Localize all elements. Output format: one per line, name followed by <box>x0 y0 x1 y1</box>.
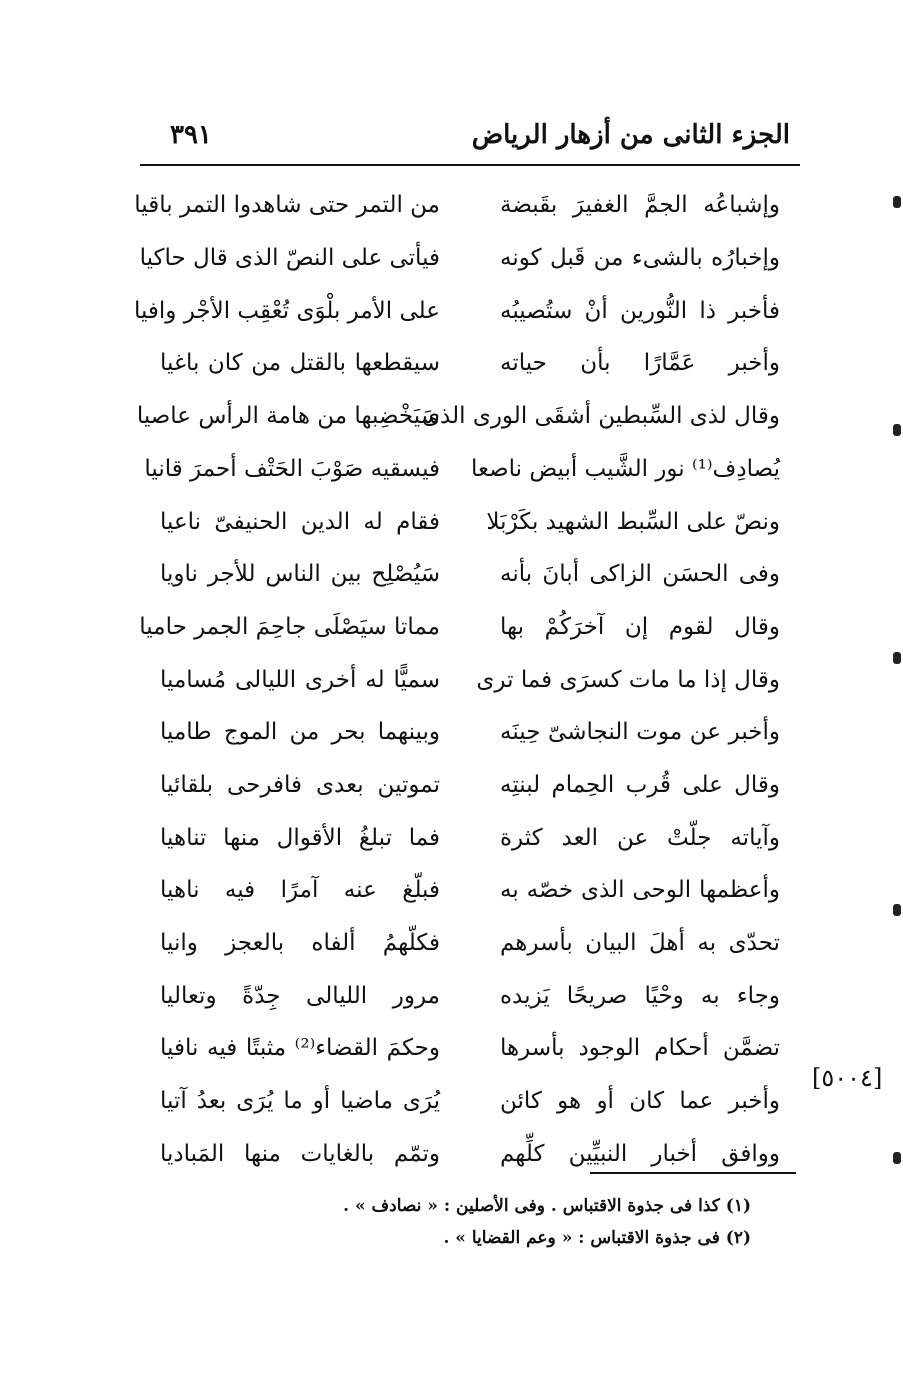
right-hemistich: وقال لقوم إن آخرَكُمْ بها <box>500 613 780 640</box>
left-hemistich: سَيُصْلِح بين الناس للأجر ناويا <box>160 561 440 588</box>
right-hemistich: وأخبر عما كان أو هو كائن <box>500 1088 780 1115</box>
header-rule <box>140 164 800 166</box>
verse-line <box>160 654 780 707</box>
verse-line <box>160 338 780 391</box>
left-hemistich: فبلّغ عنه آمرًا فيه ناهيا <box>160 877 440 904</box>
right-hemistich: ونصّ على السِّبط الشهيد بكَرْبَلا <box>486 508 780 535</box>
verse-line <box>160 1076 780 1129</box>
running-header <box>140 112 800 162</box>
left-hemistich: فما تبلغُ الأقوال منها تناهيا <box>160 824 440 851</box>
right-hemistich: تضمَّن أحكام الوجود بأسرها <box>500 1035 780 1062</box>
left-hemistich: فكلّهمُ ألفاه بالعجز وانيا <box>160 930 440 957</box>
verse-line <box>160 918 780 971</box>
left-hemistich: مرور الليالى جِدّةً وتعاليا <box>160 982 440 1009</box>
poem <box>133 180 780 1181</box>
verse-line <box>160 1023 780 1076</box>
verse-line <box>139 233 780 286</box>
left-hemistich: على الأمر بلْوَى تُعْقِب الأجْر وافيا <box>133 297 440 324</box>
left-hemistich: سميًّا له أخرى الليالى مُساميا <box>160 666 440 693</box>
right-hemistich: وإخبارُه بالشىء من قَبل كونه <box>500 245 780 272</box>
right-hemistich: وفى الحسَن الزاكى أبانَ بأنه <box>500 561 780 588</box>
right-hemistich: وقال إذا ما مات كسرَى فما ترى <box>476 666 780 693</box>
page-edge-mark <box>893 904 901 916</box>
verse-line <box>134 180 780 233</box>
verse-line <box>160 865 780 918</box>
right-hemistich: تحدّى به أهلَ البيان بأسرهم <box>500 930 780 957</box>
right-hemistich: يُصادِف⁽¹⁾ نور الشَّيب أبيض ناصعا <box>470 455 780 482</box>
left-hemistich: سيقطعها بالقتل من كان باغيا <box>160 350 440 377</box>
right-hemistich: وأخبر عن موت النجاشىّ حِينَه <box>500 719 780 746</box>
left-hemistich: من التمر حتى شاهدوا التمر باقيا <box>134 192 440 219</box>
footnote-rule <box>590 1172 796 1174</box>
page-edge-mark <box>893 652 901 664</box>
page-edge-mark <box>893 1152 901 1164</box>
left-hemistich: وبينهما بحر من الموج طاميا <box>160 719 440 746</box>
right-hemistich: وجاء به وحْيًا صريحًا يَزيده <box>500 982 780 1009</box>
footnote: (٢) فى جذوة الاقتباس : « وعم القضايا » . <box>443 1228 751 1248</box>
left-hemistich: وحكمَ القضاء⁽²⁾ مثبتًا فيه نافيا <box>160 1035 440 1062</box>
verse-line <box>160 812 780 865</box>
right-hemistich: وقال على قُرب الحِمام لبنتِه <box>500 771 780 798</box>
left-hemistich: فيسقيه صَوْبَ الحَتْف أحمرَ قانيا <box>144 455 440 482</box>
verse-line <box>139 602 780 655</box>
right-hemistich: وقال لذى السِّبطين أشقَى الورى الذى <box>422 403 780 430</box>
verse-line <box>136 391 780 444</box>
verse-line <box>160 549 780 602</box>
verse-line <box>160 760 780 813</box>
left-hemistich: يُرَى ماضيا أو ما يُرَى بعدُ آتيا <box>160 1088 440 1115</box>
right-hemistich: وأعظمها الوحى الذى خصّه به <box>500 877 780 904</box>
right-hemistich: وأخبر عَمَّارًا بأن حياته <box>500 350 780 377</box>
footnotes <box>291 1190 751 1254</box>
verse-line <box>160 707 780 760</box>
left-hemistich: وتمّم بالغايات منها المَباديا <box>160 1140 440 1167</box>
right-hemistich: وإشباعُه الجمَّ الغفيرَ بقَبضة <box>500 192 780 219</box>
left-hemistich: سَيَخْضِبها من هامة الرأس عاصيا <box>136 403 440 430</box>
margin-reference: [٥٠٠٤] <box>812 1064 883 1092</box>
left-hemistich: مماتا سيَصْلَى جاحِمَ الجمر حاميا <box>139 613 440 640</box>
page-edge-mark <box>893 196 901 208</box>
left-hemistich: تموتين بعدى فافرحى بلقائيا <box>160 771 440 798</box>
right-hemistich: ووافق أخبار النبيِّين كلِّهم <box>500 1140 780 1167</box>
page-edge-mark <box>893 424 901 436</box>
right-hemistich: فأخبر ذا النُّورين أنْ ستُصيبُه <box>500 297 780 324</box>
page-number: ٣٩١ <box>170 120 212 150</box>
verse-line <box>160 970 780 1023</box>
verse-line <box>133 285 780 338</box>
verse-line <box>144 443 780 496</box>
footnote: (١) كذا فى جذوة الاقتباس . وفى الأصلين : « نصادف » . <box>343 1196 751 1216</box>
left-hemistich: فيأتى على النصّ الذى قال حاكيا <box>139 245 440 272</box>
running-title: الجزء الثانى من أزهار الرياض <box>471 120 790 150</box>
verse-line <box>160 496 780 549</box>
left-hemistich: فقام له الدين الحنيفىّ ناعيا <box>160 508 440 535</box>
right-hemistich: وآياته جلّتْ عن العد كثرة <box>500 824 780 851</box>
